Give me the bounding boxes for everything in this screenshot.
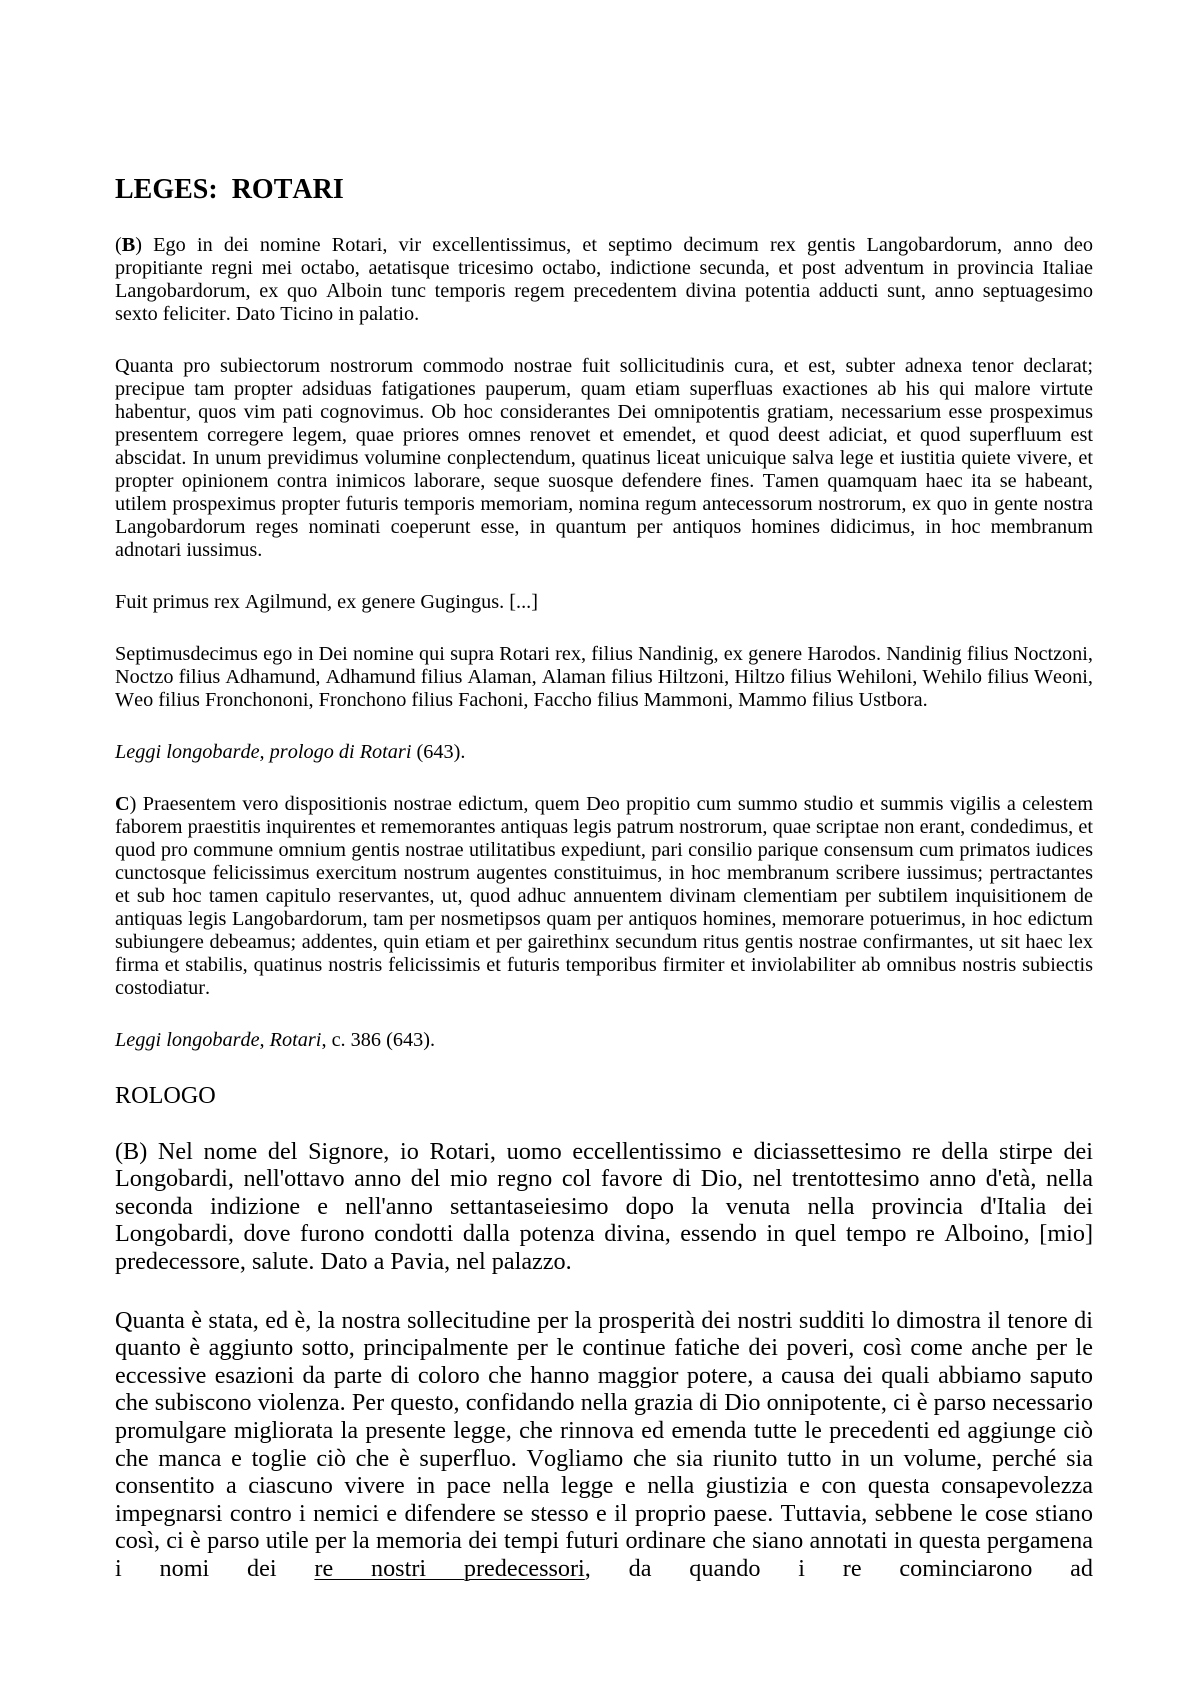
citation-prologue-source: Leggi longobarde, prologo di Rotari <box>115 741 412 763</box>
latin-prologue-purpose-paragraph: Quanta pro subiectorum nostrorum commodo nostrae fuit sollicitudinis cura, et est, subter adnexa tenor declarat; precipue tam propter adsiduas fatigationes pauperum, quam etiam superfluas exactiones ab his qui malore virtute habentur, quos vim pati cognovimus. Ob hoc considerantes Dei omnipotentis gratiam, necessarium esse prospeximus presentem corregere legem, quae priores omnes renovet et emendet, et quod deest adiciat, et quod superfluum est abscidat. In unum previdimus volumine conplectendum, quatinus liceat unicuique salva lege et iustitia quiete vivere, et propter opinionem contra inimicos laborare, seque suosque defendere fines. Tamen quamquam haec ita se habeant, utilem prospeximus propter futuris temporis memoriam, nomina regum antecessorum nostrorum, ex quo in gente nostra Langobardorum reges nominati coeperunt esse, in quantum per antiquos homines didicimus, in hoc membranum adnotari iussimus. <box>115 355 1093 561</box>
translation-purpose-paragraph <box>115 1307 1093 1583</box>
citation-chapter-386-reference: , c. 386 (643). <box>321 1029 436 1051</box>
latin-genealogy-paragraph: Septimusdecimus ego in Dei nomine qui supra Rotari rex, filius Nandinig, ex genere Harodos. Nandinig filius Noctzoni, Noctzo filius Adhamund, Adhamund filius Alaman, Alaman filius Hiltzoni, Hiltzo filius Wehiloni, Wehilo filius Weoni, Weo filius Fronchononi, Fronchono filius Fachoni, Faccho filius Mammoni, Mammo filius Ustbora. <box>115 643 1093 711</box>
latin-prologue-opening-text: ) Ego in dei nomine Rotari, vir excellentissimus, et septimo decimum rex gentis Langobardorum, anno deo propitiante regni mei octabo, aetatisque tricesimo octabo, indictione secunda, et post adventum in provincia Italiae Langobardorum, ex quo Alboin tunc temporis regem precedentem divina potentia adducti sunt, anno septuagesimo sexto feliciter. Dato Ticino in palatio. <box>115 234 1093 325</box>
open-paren: ( <box>115 234 122 256</box>
translation-purpose-continuation: , da quando i re cominciarono ad <box>584 1554 1094 1582</box>
section-marker-c: C <box>115 793 130 815</box>
citation-prologue <box>115 741 1093 764</box>
latin-first-king-paragraph: Fuit primus rex Agilmund, ex genere Gugingus. [...] <box>115 591 538 613</box>
citation-prologue-date: (643). <box>411 741 466 763</box>
latin-chapter-386-text: ) Praesentem vero dispositionis nostrae edictum, quem Deo propitio cum summo studio et summis vigilis a celestem faborem praestitis inquirentes et rememorantes antiquas legis patrum nostrorum, quae scriptae non erant, condedimus, et quod pro commune omnium gentis nostrae utilitatibus expediunt, pari consilio parique consensum cum primatos iudices cunctosque felicissimus exercitum nostrum augentes constituimus, in hoc membranum scribere iussimus; pertractantes et sub hoc tamen capitulo reservantes, ut, quod adhuc annuentem divinam clementiam per subtilem inquisitionem de antiquas legis Langobardorum, tam per nosmetipsos quam per antiquos homines, memorare potuerimus, in hoc edictum subiungere debeamus; addentes, quin etiam et per gairethinx secundum ritus gentis nostrae confirmantes, ut sit haec lex firma et stabilis, quatinus nostris felicissimis et futuris temporibus firmiter et inviolabiliter ab omnibus nostris subiectis costodiatur. <box>115 793 1093 999</box>
translation-opening-paragraph: (B) Nel nome del Signore, io Rotari, uomo eccellentissimo e diciassettesimo re della stirpe dei Longobardi, nell'ottavo anno del mio regno col favore di Dio, nel trentottesimo anno d'età, nella seconda indizione e nell'anno settantaseiesimo dopo la venuta nella provincia d'Italia dei Longobardi, dove furono condotti dalla potenza divina, essendo in quel tempo re Alboino, [mio] predecessore, salute. Dato a Pavia, nel palazzo. <box>115 1137 1093 1275</box>
latin-chapter-386-paragraph <box>115 793 1093 1000</box>
citation-chapter-386-source: Leggi longobarde, Rotari <box>115 1029 322 1051</box>
translation-heading: ROLOGO <box>115 1082 216 1109</box>
translation-purpose-text: Quanta è stata, ed è, la nostra sollecitudine per la prosperità dei nostri sudditi lo dimostra il tenore di quanto è aggiunto sotto, principalmente per le continue fatiche dei poveri, così come anche per le eccessive esazioni da parte di coloro che hanno maggior potere, a causa dei quali abbiamo saputo che subiscono violenza. Per questo, confidando nella grazia di Dio onnipotente, ci è parso necessario promulgare migliorata la presente legge, che rinnova ed emenda tutte le precedenti ed aggiunge ciò che manca e toglie ciò che è superfluo. Vogliamo che sia riunito tutto in un volume, perché sia consentito a ciascuno vivere in pace nella legge e nella giustizia e con questa consapevolezza impegnarsi contro i nemici e difendere se stesso e il proprio paese. Tuttavia, sebbene le cose stiano così, ci è parso utile per la memoria dei tempi futuri ordinare che siano annotati in questa pergamena i nomi dei <box>115 1306 1093 1582</box>
document-title: LEGES: ROTARI <box>115 174 344 205</box>
citation-chapter-386 <box>115 1029 1093 1052</box>
predecessors-link[interactable]: re nostri predecessori <box>314 1554 585 1582</box>
section-marker-b: B <box>121 234 136 256</box>
latin-prologue-opening-paragraph <box>115 234 1093 326</box>
document-body <box>115 174 1093 1583</box>
